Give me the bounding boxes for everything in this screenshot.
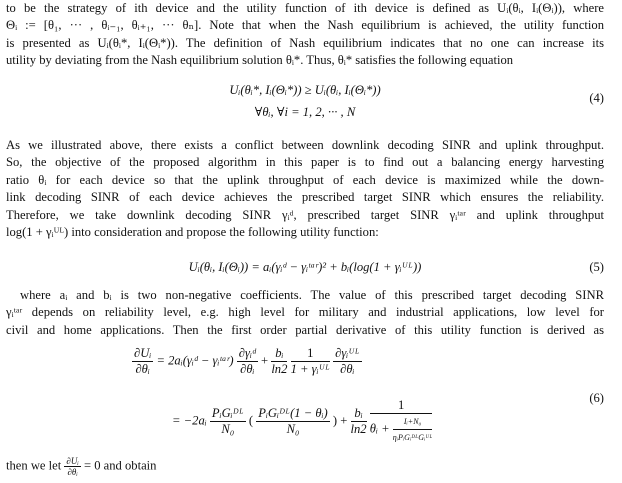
numerator: ∂γᵢᵁᴸ [335, 346, 360, 360]
math-operator: ) + [332, 413, 348, 428]
text-line: Θᵢ := [θ₁, ··· , θᵢ₋₁, θᵢ₊₁, ··· θₙ]. Note that when the Nash equilibrium is achieved, the utility function [6, 18, 604, 33]
equation-6 [6, 346, 604, 446]
denominator: ∂θᵢ [135, 362, 150, 376]
numerator: PᵢGᵢᴰᴸ [211, 406, 244, 420]
paragraph-coefficients [6, 287, 604, 339]
fraction [351, 406, 367, 437]
fraction [333, 346, 362, 377]
numerator: Iᵢ+N₀ [393, 414, 433, 430]
math-term: θᵢ + [369, 421, 390, 436]
fraction [291, 346, 330, 377]
text-line: where aᵢ and bᵢ is two non-negative coefficients. The value of this prescribed target decoding SINR [20, 288, 604, 302]
numerator: bᵢ [351, 406, 367, 422]
equation-4-line2: ∀θᵢ, ∀i = 1, 2, ··· , N [254, 105, 356, 119]
equation-number: (5) [589, 260, 604, 274]
text-line: Therefore, we take downlink decoding SINR γᵢᵈ, prescribed target SINR γᵢᵗᵃʳ and uplink throughput [6, 207, 604, 222]
denominator: ∂θᵢ [340, 362, 355, 376]
text-line: utility by deviating from the Nash equilibrium solution θᵢ*. Thus, θᵢ* satisfies the following equation [6, 53, 514, 68]
math-term: = −2aᵢ [172, 413, 207, 428]
denominator: 1 + γᵢᵁᴸ [290, 362, 330, 376]
denominator: ηᵢPᵢGᵢᴰᴸGᵢᵁᴸ [392, 433, 433, 442]
paragraph-conclusion [6, 456, 156, 477]
math-term: = 2aᵢ(γᵢᵈ − γᵢᵗᵃʳ) [156, 353, 234, 368]
text-line: log(1 + γᵢᵁᴸ) into consideration and propose the following utility function: [6, 225, 379, 240]
denominator: ∂θᵢ [240, 362, 255, 376]
fraction [370, 398, 433, 445]
numerator: ∂Uᵢ [134, 346, 152, 360]
text-line: γᵢᵗᵃʳ depends on reliability level, e.g. high level for military and industrial applications, low level for [6, 305, 604, 320]
fraction [393, 414, 433, 445]
text-line: civil and home applications. Then the first order partial derivative of this utility function is derived as [6, 322, 604, 337]
text-line: ratio θᵢ for each device so that the uplink throughput of each device is maximized while the down- [6, 172, 604, 187]
equation-4 [6, 82, 604, 126]
equation-6-row1 [132, 346, 362, 377]
fraction [256, 406, 330, 437]
text-span: = 0 and obtain [83, 458, 157, 473]
text-line: to be the strategy of ith device and the utility function of ith device is defined as Uᵢ(θᵢ, Iᵢ(Θᵢ)), where [6, 1, 604, 15]
denominator: ln2 [271, 362, 288, 376]
denominator [370, 414, 433, 445]
text-span: then we let [6, 458, 62, 473]
text-line: So, the objective of the proposed algorithm in this paper is to find out a balancing energy harvesting [6, 155, 604, 170]
denominator: N₀ [221, 422, 235, 436]
equation-6-row2 [172, 398, 432, 445]
numerator: bᵢ [271, 346, 287, 362]
denominator: N₀ [286, 422, 300, 436]
fraction [64, 456, 80, 477]
denominator: ∂θᵢ [67, 467, 78, 477]
fraction [210, 406, 246, 437]
equation-4-line1: Uᵢ(θᵢ*, Iᵢ(Θᵢ*)) ≥ Uᵢ(θᵢ, Iᵢ(Θᵢ*)) [229, 83, 381, 97]
numerator: ∂γᵢᵈ [238, 346, 256, 360]
paragraph-objective [6, 137, 604, 241]
numerator: ∂Uᵢ [66, 456, 79, 466]
numerator: 1 [370, 398, 433, 414]
paragraph-strategy [6, 0, 604, 70]
math-operator: + [261, 353, 269, 368]
denominator: ln2 [350, 422, 367, 436]
numerator: 1 [291, 346, 330, 362]
text-line: is presented as Uᵢ(θᵢ*, Iᵢ(Θᵢ*)). The definition of Nash equilibrium indicates that no one can increase its [6, 35, 604, 50]
fraction [237, 346, 258, 377]
equation-5 [6, 259, 604, 279]
text-line: As we illustrated above, there exists a conflict between downlink decoding SINR and uplink throughput. [6, 138, 604, 152]
numerator: PᵢGᵢᴰᴸ(1 − θᵢ) [258, 406, 328, 420]
equation-5-body: Uᵢ(θᵢ, Iᵢ(Θᵢ)) = aᵢ(γᵢᵈ − γᵢᵗᵃʳ)² + bᵢ(log(1 + γᵢᵁᴸ)) [188, 260, 422, 274]
equation-number: (4) [589, 91, 604, 105]
paren-open: ( [248, 413, 254, 428]
text-line: link decoding SINR of each device achieves the prescribed target SINR which ensures the reliability. [6, 190, 604, 205]
equation-number: (6) [589, 391, 604, 405]
fraction [132, 346, 153, 377]
fraction [271, 346, 287, 377]
